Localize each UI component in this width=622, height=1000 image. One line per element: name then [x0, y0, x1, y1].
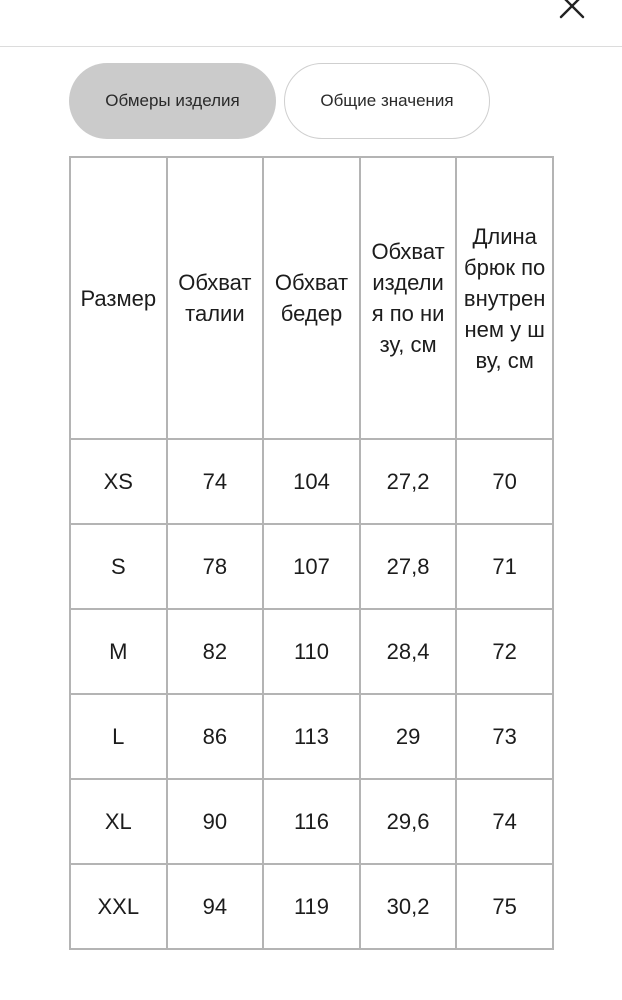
- cell-hips: 107: [263, 524, 360, 609]
- cell-waist: 74: [167, 439, 264, 524]
- cell-size: L: [70, 694, 167, 779]
- close-icon: [558, 0, 586, 20]
- cell-size: S: [70, 524, 167, 609]
- top-bar: [0, 0, 622, 47]
- cell-waist: 90: [167, 779, 264, 864]
- cell-inseam: 70: [456, 439, 553, 524]
- cell-inseam: 71: [456, 524, 553, 609]
- cell-hem-width: 30,2: [360, 864, 457, 949]
- cell-hips: 119: [263, 864, 360, 949]
- size-chart-table: [69, 156, 554, 950]
- cell-inseam: 75: [456, 864, 553, 949]
- cell-inseam: 74: [456, 779, 553, 864]
- cell-hem-width: 28,4: [360, 609, 457, 694]
- header-hips: Обхват бедер: [263, 157, 360, 439]
- cell-hips: 116: [263, 779, 360, 864]
- cell-hem-width: 29,6: [360, 779, 457, 864]
- cell-waist: 86: [167, 694, 264, 779]
- table-row: [70, 864, 553, 949]
- cell-inseam: 73: [456, 694, 553, 779]
- header-inseam: Длина брюк по внутреннем у шву, см: [456, 157, 553, 439]
- cell-size: XXL: [70, 864, 167, 949]
- cell-hips: 110: [263, 609, 360, 694]
- tab-general-values[interactable]: Общие значения: [284, 63, 490, 139]
- cell-hips: 113: [263, 694, 360, 779]
- cell-waist: 94: [167, 864, 264, 949]
- table-row: [70, 779, 553, 864]
- cell-inseam: 72: [456, 609, 553, 694]
- cell-size: XS: [70, 439, 167, 524]
- cell-hips: 104: [263, 439, 360, 524]
- table-row: [70, 609, 553, 694]
- tab-bar: [69, 63, 490, 141]
- cell-size: XL: [70, 779, 167, 864]
- table-row: [70, 439, 553, 524]
- cell-size: M: [70, 609, 167, 694]
- table-header-row: [70, 157, 553, 439]
- close-button[interactable]: [558, 0, 586, 20]
- cell-hem-width: 29: [360, 694, 457, 779]
- cell-waist: 82: [167, 609, 264, 694]
- cell-hem-width: 27,8: [360, 524, 457, 609]
- header-hem-width: Обхват изделия по низу, см: [360, 157, 457, 439]
- cell-hem-width: 27,2: [360, 439, 457, 524]
- cell-waist: 78: [167, 524, 264, 609]
- tab-product-measurements[interactable]: Обмеры изделия: [69, 63, 276, 139]
- header-size: Размер: [70, 157, 167, 439]
- table-row: [70, 524, 553, 609]
- table-row: [70, 694, 553, 779]
- header-waist: Обхват талии: [167, 157, 264, 439]
